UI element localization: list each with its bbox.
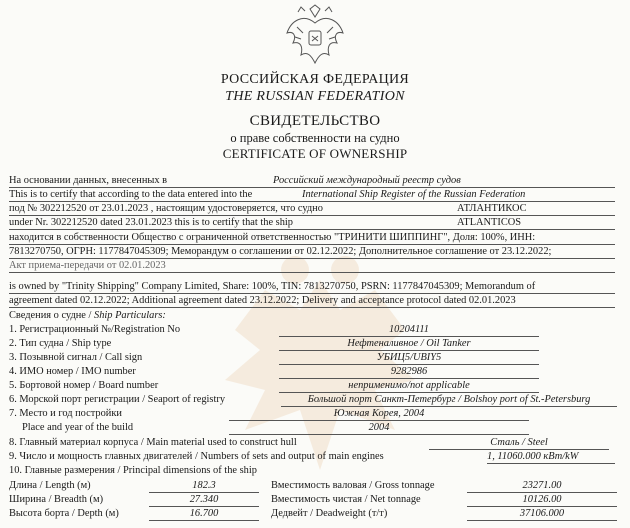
register-name-en: International Ship Register of the Russian Federation bbox=[302, 189, 526, 200]
particular-row bbox=[9, 323, 615, 336]
dimension-row bbox=[9, 479, 615, 492]
basis-label-ru: На основании данных, внесенных в bbox=[9, 175, 168, 186]
particular-row bbox=[9, 421, 615, 434]
particular-label: Place and year of the build bbox=[22, 422, 134, 433]
tonnage-label: Вместимость валовая / Gross tonnage bbox=[271, 480, 435, 491]
document-title-en: CERTIFICATE OF OWNERSHIP bbox=[222, 146, 408, 161]
owner-en-line-2: agreement dated 02.12.2022; Additional agreement dated 23.12.2022; Delivery and acceptance protocol dated 02.01.2023 bbox=[9, 294, 615, 308]
particular-row bbox=[9, 393, 615, 406]
particular-value: 10204111 bbox=[279, 323, 539, 337]
basis-label-en: This is to certify that according to the data entered into the bbox=[9, 189, 253, 200]
particular-value: Большой порт Санкт-Петербург / Bolshoy port of St.-Petersburg bbox=[281, 393, 617, 407]
title-ru: РОССИЙСКАЯ ФЕДЕРАЦИЯ bbox=[220, 72, 410, 87]
tonnage-value: 23271.00 bbox=[467, 479, 617, 493]
coat-of-arms-icon bbox=[283, 3, 347, 67]
owner-en-line-1: is owned by "Trinity Shipping" Company Limited, Share: 100%, TIN: 7813270750, PSRN: 1177847045309; Memorandum of bbox=[9, 280, 615, 294]
particular-row bbox=[9, 407, 615, 420]
particular-row bbox=[9, 351, 615, 364]
particular-label: 5. Бортовой номер / Board number bbox=[9, 380, 159, 391]
tonnage-label: Вместимость чистая / Net tonnage bbox=[271, 494, 421, 505]
particular-label: 7. Место и год постройки bbox=[9, 408, 122, 419]
owner-ru-line-1: находится в собственности Общество с ограниченной ответственностью "ТРИНИТИ ШИППИНГ", Доля: 100%, ИНН: bbox=[9, 231, 615, 245]
owner-ru-line-2: 7813270750, ОГРН: 1177847045309; Меморандум о соглашении от 02.12.2022; Дополнительное соглашение от 23.12.2022; bbox=[9, 245, 615, 259]
particular-label: 8. Главный материал корпуса / Main material used to construct hull bbox=[9, 437, 297, 448]
particular-label: 3. Позывной сигнал / Call sign bbox=[9, 352, 143, 363]
particular-label: 10. Главные размерения / Principal dimensions of the ship bbox=[9, 465, 257, 476]
particular-row bbox=[9, 450, 615, 463]
ship-line-en bbox=[9, 216, 615, 230]
ship-name-en: ATLANTICOS bbox=[457, 217, 522, 228]
dimension-row bbox=[9, 507, 615, 520]
dimension-row bbox=[9, 493, 615, 506]
particular-row bbox=[9, 436, 615, 449]
particular-label: 4. ИМО номер / IMO number bbox=[9, 366, 136, 377]
particular-value: Нефтеналивное / Oil Tanker bbox=[279, 337, 539, 351]
particular-label: 2. Тип судна / Ship type bbox=[9, 338, 112, 349]
tonnage-label: Дедвейт / Deadweight (т/т) bbox=[271, 508, 388, 519]
document-title-ru: СВИДЕТЕЛЬСТВО bbox=[249, 113, 381, 129]
particular-value: неприменимо/not applicable bbox=[279, 379, 539, 393]
dimension-value: 16.700 bbox=[149, 507, 259, 521]
register-name-ru: Российский международный реестр судов bbox=[273, 175, 461, 186]
tonnage-value: 37106.000 bbox=[467, 507, 617, 521]
ship-certify-ru: под № 302212520 от 23.01.2023 , настоящим удостоверяется, что судно bbox=[9, 203, 323, 214]
particulars-heading-en: Ship Particulars: bbox=[94, 310, 166, 321]
basis-line-en bbox=[9, 188, 615, 202]
dimension-label: Ширина / Breadth (м) bbox=[9, 494, 104, 505]
dimension-label: Высота борта / Depth (м) bbox=[9, 508, 119, 519]
particular-value: Южная Корея, 2004 bbox=[229, 407, 529, 421]
ship-name-ru: АТЛАНТИКОС bbox=[457, 203, 527, 214]
ship-certify-en: under Nr. 302212520 dated 23.01.2023 this is to certify that the ship bbox=[9, 217, 293, 228]
particular-label: 6. Морской порт регистрации / Seaport of registry bbox=[9, 394, 226, 405]
particulars-heading bbox=[9, 309, 615, 322]
dimension-value: 182.3 bbox=[149, 479, 259, 493]
particular-row bbox=[9, 379, 615, 392]
particular-row bbox=[9, 337, 615, 350]
particular-value: 1, 11060.000 кВт/kW bbox=[487, 450, 615, 464]
document-subtitle-ru: о праве собственности на судно bbox=[230, 131, 400, 145]
owner-ru-line-3: Акт приема-передачи от 02.01.2023 bbox=[9, 259, 615, 273]
particulars-heading-ru: Сведения о судне / bbox=[9, 310, 94, 321]
particular-value: 9282986 bbox=[279, 365, 539, 379]
title-en: THE RUSSIAN FEDERATION bbox=[225, 89, 405, 104]
dimension-value: 27.340 bbox=[149, 493, 259, 507]
particular-value: 2004 bbox=[229, 421, 529, 435]
particular-label: 9. Число и мощность главных двигателей / Numbers of sets and output of main engines bbox=[9, 451, 384, 462]
ship-line-ru bbox=[9, 202, 615, 216]
particular-label: 1. Регистрационный №/Registration No bbox=[9, 324, 181, 335]
particular-value: УБИЦ5/UBIY5 bbox=[279, 351, 539, 365]
particular-value: Сталь / Steel bbox=[429, 436, 609, 450]
dimension-label: Длина / Length (м) bbox=[9, 480, 91, 491]
tonnage-value: 10126.00 bbox=[467, 493, 617, 507]
particular-row bbox=[9, 365, 615, 378]
basis-line-ru bbox=[9, 174, 615, 188]
particular-row bbox=[9, 464, 615, 477]
